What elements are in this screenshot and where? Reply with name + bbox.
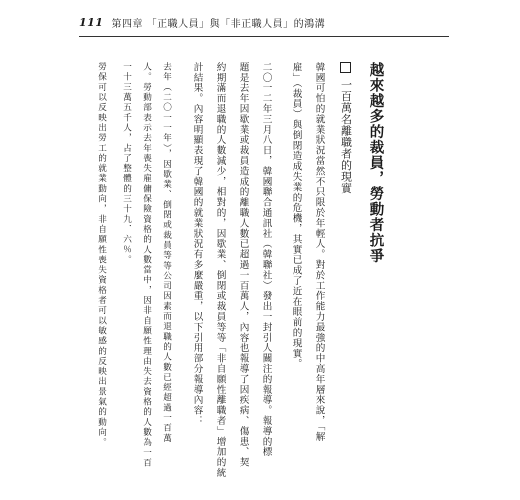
body-line: 計結果。內容明顯表現了韓國的就業狀況有多麼嚴重，以下引用部分報導內容： (191, 62, 203, 426)
section-title: 越來越多的裁員，勞動者抗爭 (367, 62, 384, 264)
quote-line: 一十三萬五千人，占了整體的三十九．六％。 (121, 62, 132, 265)
body-line: 韓國可怕的就業狀況當然不只限於年輕人。對於工作能力最強的中高年層來說，「解 (313, 62, 325, 442)
square-bullet-icon (340, 62, 351, 73)
page-number: 111 (79, 16, 104, 29)
chapter-title: 第四章 「正職人員」與「非正職人員」的鴻溝 (111, 19, 326, 30)
body-line: 約期滿而退職的人數減少，相對的，因歇業、倒閉或裁員等等「非自願性離職者」增加的統 (214, 62, 226, 478)
body-line: 二〇一二年三月八日，韓國聯合通訊社（韓聯社）發出一封引人關注的報導。報導的標 (260, 62, 272, 458)
running-header (79, 15, 325, 30)
quote-line: 勞保可以反映出勞工的就業動向，非自願性喪失資格者可以敏感的反映出景氣的動向。 (96, 62, 107, 448)
quote-line: 去年（二〇一一年），因歇業、倒閉或裁員等等公司因素而退職的人數已經超過一百萬 (161, 62, 172, 444)
header-divider (79, 36, 449, 37)
subtitle-text: 一百萬名離職者的現實 (339, 79, 353, 194)
body-line: 雇」（裁員）與倒閉造成失業的危機，其實已成了近在眼前的現實。 (290, 62, 302, 370)
section-subtitle (340, 62, 352, 194)
body-line: 題是去年因歇業或裁員造成的離職人數已超過一百萬人，內容也報導了因疾病、傷患、契 (237, 62, 249, 468)
quote-line: 人。勞動部表示去年喪失雇傭保險資格的人數當中，因非自願性理由失去資格的人數為一百 (141, 62, 152, 468)
